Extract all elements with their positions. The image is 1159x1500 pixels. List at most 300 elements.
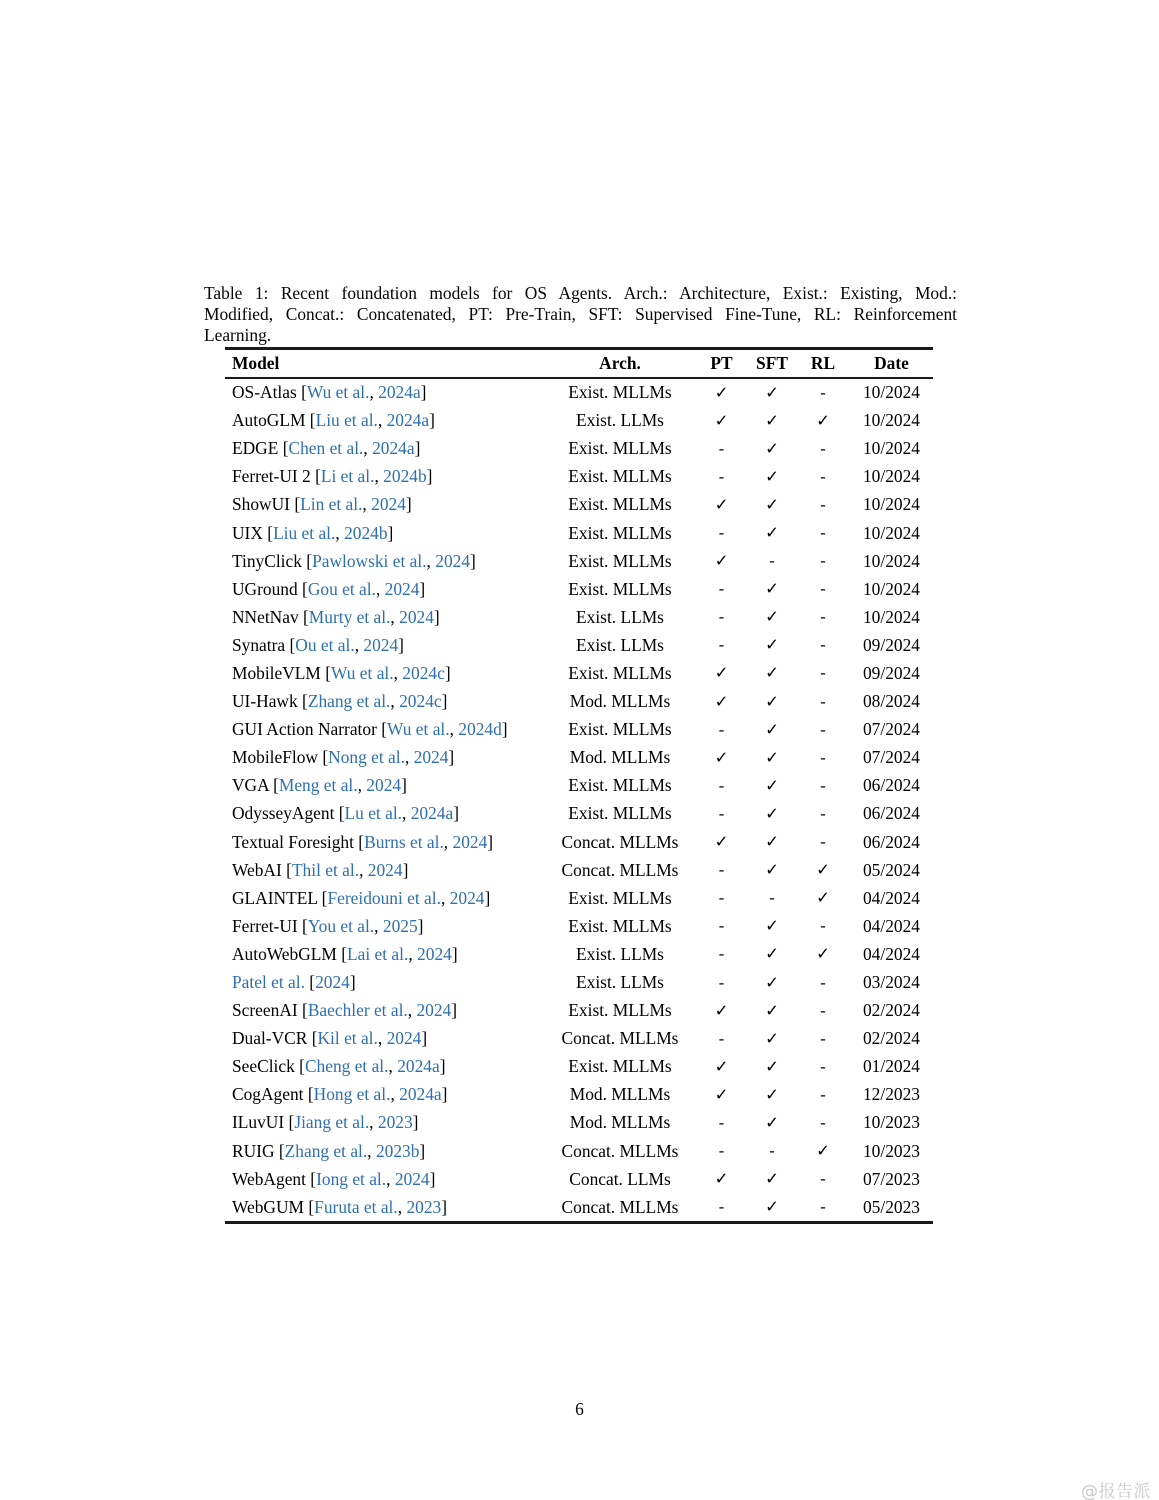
rl-cell: -	[820, 579, 826, 599]
table-row	[225, 1081, 933, 1109]
citation-year-link[interactable]: 2023b	[375, 1140, 420, 1161]
pt-cell: -	[718, 775, 725, 795]
citation-year-link[interactable]: 2024	[386, 1028, 422, 1049]
table-row	[225, 1109, 933, 1137]
model-cell: RUIG [Zhang et al., 2023b]	[232, 1140, 426, 1161]
date-cell: 12/2023	[862, 1084, 920, 1105]
pt-cell: -	[718, 719, 725, 739]
date-cell: 10/2023	[862, 1140, 920, 1161]
table-row	[225, 1165, 933, 1193]
model-name: UIX	[232, 522, 268, 543]
table-row	[225, 547, 933, 575]
sft-cell: ✓	[765, 1169, 779, 1189]
citation-author-link[interactable]: Chen et al.	[288, 438, 364, 459]
date-cell: 03/2024	[862, 972, 920, 993]
arch-cell: Exist. MLLMs	[568, 803, 672, 824]
sft-cell: ✓	[765, 1000, 779, 1020]
date-cell: 05/2024	[862, 859, 920, 880]
date-cell: 02/2024	[862, 1000, 920, 1021]
arch-cell: Exist. MLLMs	[568, 522, 672, 543]
date-cell: 07/2024	[862, 747, 920, 768]
pt-cell: -	[718, 466, 725, 486]
model-name: ShowUI	[232, 494, 295, 515]
citation-author-link[interactable]: Jiang et al.	[294, 1112, 370, 1133]
citation-year-link[interactable]: 2024	[452, 831, 488, 852]
date-cell: 09/2024	[862, 662, 920, 683]
model-cell: AutoWebGLM [Lai et al., 2024]	[232, 943, 458, 964]
rl-cell: ✓	[816, 944, 830, 964]
header-date: Date	[874, 352, 909, 373]
arch-cell: Exist. LLMs	[576, 634, 664, 655]
date-cell: 10/2024	[862, 522, 920, 543]
citation-year-link[interactable]: 2023	[377, 1112, 413, 1133]
date-cell: 09/2024	[862, 634, 920, 655]
citation-author-link[interactable]: Liu et al.	[315, 410, 378, 431]
pt-cell: -	[718, 635, 725, 655]
rl-cell: ✓	[816, 410, 830, 430]
pt-cell: -	[718, 579, 725, 599]
citation-year-link[interactable]: 2024a	[397, 1056, 440, 1077]
pt-cell: -	[718, 972, 725, 992]
pt-cell: ✓	[714, 663, 729, 683]
arch-cell: Exist. LLMs	[576, 943, 664, 964]
model-name: Ferret-UI 2	[232, 466, 316, 487]
citation-year-link[interactable]: 2024c	[399, 691, 442, 712]
table-row	[225, 828, 933, 856]
rl-cell: -	[820, 719, 826, 739]
rl-cell: -	[820, 438, 826, 458]
sft-cell: ✓	[765, 775, 779, 795]
model-cell: ShowUI [Lin et al., 2024]	[232, 494, 412, 515]
model-cell: MobileFlow [Nong et al., 2024]	[232, 747, 455, 768]
citation-year-link[interactable]: 2024a	[399, 1084, 442, 1105]
header-pt: PT	[710, 352, 733, 373]
arch-cell: Concat. MLLMs	[561, 1196, 679, 1217]
sft-cell: ✓	[765, 466, 779, 486]
citation-author-link[interactable]: You et al.	[307, 915, 375, 936]
sft-cell: ✓	[765, 691, 779, 711]
arch-cell: Exist. MLLMs	[568, 662, 672, 683]
header-rl: RL	[810, 352, 836, 373]
sft-cell: ✓	[765, 1112, 779, 1132]
pt-cell: -	[718, 1141, 725, 1161]
arch-cell: Exist. MLLMs	[568, 887, 672, 908]
caption-line: Learning.	[204, 325, 272, 345]
sft-cell: ✓	[765, 494, 779, 514]
model-name: GLAINTEL	[232, 887, 322, 908]
citation-year-link[interactable]: 2025	[382, 915, 418, 936]
model-name: SeeClick	[232, 1056, 300, 1077]
rl-cell: -	[820, 635, 826, 655]
rl-cell: -	[820, 775, 826, 795]
watermark: @报告派	[1081, 1482, 1151, 1500]
model-name: OS-Atlas	[232, 382, 302, 403]
citation-author-link[interactable]: Nong et al.	[328, 747, 405, 768]
model-cell: WebGUM [Furuta et al., 2023]	[232, 1196, 448, 1217]
model-cell: WebAgent [Iong et al., 2024]	[232, 1168, 436, 1189]
model-cell: Ferret-UI 2 [Li et al., 2024b]	[232, 466, 433, 487]
table-row	[225, 884, 933, 912]
pt-cell: -	[718, 523, 725, 543]
citation-author-link[interactable]: Liu et al.	[273, 522, 336, 543]
sft-cell: ✓	[765, 972, 779, 992]
rl-cell: -	[820, 1056, 826, 1076]
date-cell: 10/2024	[862, 382, 920, 403]
rl-cell: -	[820, 1169, 826, 1189]
model-cell: AutoGLM [Liu et al., 2024a]	[232, 410, 435, 431]
citation-author-link[interactable]: Hong et al.	[313, 1084, 391, 1105]
model-name: WebAI	[232, 859, 287, 880]
pt-cell: ✓	[714, 832, 729, 852]
table-row	[225, 1193, 933, 1221]
citation-author-link[interactable]: Zhang et al.	[284, 1140, 368, 1161]
model-name: MobileFlow	[232, 747, 323, 768]
table-row	[225, 688, 933, 716]
citation-author-link[interactable]: Gou et al.	[307, 578, 376, 599]
citation-year-link[interactable]: 2024b	[383, 466, 427, 487]
pt-cell: -	[718, 438, 725, 458]
sft-cell: ✓	[765, 579, 779, 599]
arch-cell: Exist. MLLMs	[568, 719, 672, 740]
table-row	[225, 463, 933, 491]
sft-cell: ✓	[765, 607, 779, 627]
model-cell: ScreenAI [Baechler et al., 2024]	[232, 1000, 458, 1021]
arch-cell: Concat. MLLMs	[561, 859, 679, 880]
date-cell: 08/2024	[862, 691, 920, 712]
citation-year-link[interactable]: 2024	[416, 1000, 452, 1021]
sft-cell: ✓	[765, 944, 779, 964]
date-cell: 10/2023	[862, 1112, 920, 1133]
rl-cell: -	[820, 551, 826, 571]
rl-cell: -	[820, 1197, 826, 1217]
citation-year-link[interactable]: 2024	[366, 775, 402, 796]
citation-year-link[interactable]: 2024	[413, 747, 449, 768]
model-name: CogAgent	[232, 1084, 308, 1105]
citation-author-link[interactable]: Burns et al.	[364, 831, 444, 852]
pt-cell: -	[718, 888, 725, 908]
model-cell: UIX [Liu et al., 2024b]	[232, 522, 394, 543]
pt-cell: ✓	[714, 1169, 729, 1189]
model-name: UI-Hawk	[232, 691, 303, 712]
date-cell: 10/2024	[862, 606, 920, 627]
table-row	[225, 603, 933, 631]
pt-cell: -	[718, 916, 725, 936]
sft-cell: -	[769, 551, 775, 571]
pt-cell: ✓	[714, 410, 729, 430]
sft-cell: -	[769, 888, 775, 908]
pt-cell: ✓	[714, 494, 729, 514]
rl-cell: -	[820, 466, 826, 486]
model-name: NNetNav	[232, 606, 303, 627]
rl-cell: -	[820, 1084, 826, 1104]
model-name: UGround	[232, 578, 303, 599]
date-cell: 01/2024	[862, 1056, 920, 1077]
arch-cell: Exist. LLMs	[576, 606, 664, 627]
citation-year-link[interactable]: 2023	[406, 1196, 442, 1217]
date-cell: 10/2024	[862, 438, 920, 459]
citation-author-link[interactable]: Lai et al.	[347, 943, 409, 964]
citation-author-link[interactable]: Kil et al.	[317, 1028, 378, 1049]
arch-cell: Exist. MLLMs	[568, 578, 672, 599]
date-cell: 06/2024	[862, 803, 920, 824]
table-row	[225, 968, 933, 996]
arch-cell: Exist. LLMs	[576, 972, 664, 993]
model-name: EDGE	[232, 438, 283, 459]
citation-author-link[interactable]: Zhang et al.	[307, 691, 391, 712]
citation-year-link[interactable]: 2024a	[378, 382, 421, 403]
arch-cell: Exist. MLLMs	[568, 382, 672, 403]
rl-cell: -	[820, 747, 826, 767]
models-table	[225, 347, 933, 1224]
sft-cell: ✓	[765, 747, 779, 767]
arch-cell: Mod. MLLMs	[569, 1084, 671, 1105]
citation-author-link[interactable]: Patel et al.	[232, 972, 305, 993]
model-cell: OdysseyAgent [Lu et al., 2024a]	[232, 803, 460, 824]
table-row	[225, 575, 933, 603]
sft-cell: ✓	[765, 382, 779, 402]
pt-cell: ✓	[714, 747, 729, 767]
model-cell: SeeClick [Cheng et al., 2024a]	[232, 1056, 446, 1077]
rl-cell: ✓	[816, 888, 830, 908]
table-row	[225, 800, 933, 828]
date-cell: 07/2023	[862, 1168, 920, 1189]
citation-year-link[interactable]: 2024a	[372, 438, 415, 459]
model-cell: UGround [Gou et al., 2024]	[232, 578, 426, 599]
table-row	[225, 1025, 933, 1053]
sft-cell: ✓	[765, 1056, 779, 1076]
table-row	[225, 772, 933, 800]
pt-cell: ✓	[714, 1056, 729, 1076]
date-cell: 10/2024	[862, 550, 920, 571]
pt-cell: -	[718, 607, 725, 627]
pt-cell: -	[718, 1028, 725, 1048]
pt-cell: ✓	[714, 382, 729, 402]
date-cell: 10/2024	[862, 494, 920, 515]
pt-cell: ✓	[714, 1000, 729, 1020]
date-cell: 04/2024	[862, 915, 920, 936]
arch-cell: Concat. MLLMs	[561, 1140, 679, 1161]
citation-author-link[interactable]: Cheng et al.	[304, 1056, 389, 1077]
arch-cell: Mod. MLLMs	[569, 747, 671, 768]
citation-author-link[interactable]: Furuta et al.	[314, 1196, 398, 1217]
citation-author-link[interactable]: Murty et al.	[308, 606, 391, 627]
sft-cell: ✓	[765, 663, 779, 683]
table-row	[225, 407, 933, 435]
table-row	[225, 744, 933, 772]
rl-cell: -	[820, 803, 826, 823]
sft-cell: ✓	[765, 719, 779, 739]
pt-cell: -	[718, 1112, 725, 1132]
date-cell: 10/2024	[862, 466, 920, 487]
arch-cell: Concat. LLMs	[569, 1168, 671, 1189]
pt-cell: ✓	[714, 691, 729, 711]
arch-cell: Exist. MLLMs	[568, 1000, 672, 1021]
citation-author-link[interactable]: Wu et al.	[306, 382, 370, 403]
citation-year-link[interactable]: 2024	[384, 578, 420, 599]
rl-cell: -	[820, 1112, 826, 1132]
arch-cell: Exist. MLLMs	[568, 1056, 672, 1077]
table-row	[225, 1053, 933, 1081]
rl-cell: ✓	[816, 1141, 830, 1161]
table-row	[225, 912, 933, 940]
table-header-row	[225, 350, 933, 378]
citation-author-link[interactable]: Ou et al.	[295, 634, 355, 655]
date-cell: 02/2024	[862, 1028, 920, 1049]
date-cell: 04/2024	[862, 887, 920, 908]
model-cell: WebAI [Thil et al., 2024]	[232, 859, 409, 880]
sft-cell: ✓	[765, 1084, 779, 1104]
pt-cell: -	[718, 803, 725, 823]
table-caption	[204, 283, 957, 346]
table-row	[225, 519, 933, 547]
citation-author-link[interactable]: Baechler et al.	[307, 1000, 408, 1021]
citation-year-link[interactable]: 2024	[371, 494, 406, 515]
sft-cell: ✓	[765, 635, 779, 655]
model-cell: Synatra [Ou et al., 2024]	[232, 634, 404, 655]
caption-line: Modified, Concat.: Concatenated, PT: Pre-Train, SFT: Supervised Fine-Tune, RL: Reinforcement	[204, 304, 957, 324]
model-name: Textual Foresight	[232, 831, 359, 852]
date-cell: 06/2024	[862, 831, 920, 852]
header-arch: Arch.	[599, 352, 641, 373]
page-number: 6	[575, 1399, 584, 1419]
rl-cell: -	[820, 382, 826, 402]
model-cell: Dual-VCR [Kil et al., 2024]	[232, 1028, 428, 1049]
citation-year-link[interactable]: 2024	[449, 887, 485, 908]
citation-year-link[interactable]: 2024	[367, 859, 403, 880]
caption-line: Table 1: Recent foundation models for OS Agents. Arch.: Architecture, Exist.: Existing, Mod.:	[204, 283, 957, 303]
sft-cell: ✓	[765, 1028, 779, 1048]
citation-year-link[interactable]: 2024a	[410, 803, 454, 824]
arch-cell: Exist. MLLMs	[568, 550, 672, 571]
table-row	[225, 435, 933, 463]
arch-cell: Mod. MLLMs	[569, 1112, 671, 1133]
table-row	[225, 856, 933, 884]
rl-cell: -	[820, 494, 826, 514]
rl-cell: -	[820, 972, 826, 992]
sft-cell: ✓	[765, 410, 779, 430]
rl-cell: -	[820, 1000, 826, 1020]
model-cell: EDGE [Chen et al., 2024a]	[232, 438, 421, 459]
arch-cell: Exist. LLMs	[576, 410, 664, 431]
table-row	[225, 940, 933, 968]
table-body	[225, 379, 933, 1222]
model-cell: Textual Foresight [Burns et al., 2024]	[232, 831, 494, 852]
arch-cell: Concat. MLLMs	[561, 831, 679, 852]
rl-cell: -	[820, 663, 826, 683]
model-name: Ferret-UI	[232, 915, 303, 936]
model-name: OdysseyAgent	[232, 803, 339, 824]
date-cell: 10/2024	[862, 578, 920, 599]
model-cell: OS-Atlas [Wu et al., 2024a]	[232, 382, 427, 403]
citation-year-link[interactable]: 2024	[399, 606, 434, 627]
rl-cell: -	[820, 916, 826, 936]
rl-cell: -	[820, 607, 826, 627]
citation-author-link[interactable]: Meng et al.	[278, 775, 358, 796]
citation-year-link[interactable]: 2024	[363, 634, 399, 655]
arch-cell: Exist. MLLMs	[568, 494, 672, 515]
citation-author-link[interactable]: Wu et al.	[331, 662, 394, 683]
table-row	[225, 997, 933, 1025]
pt-cell: -	[718, 860, 725, 880]
model-cell: Patel et al. [2024]	[232, 972, 356, 993]
model-cell: MobileVLM [Wu et al., 2024c]	[232, 662, 451, 683]
pt-cell: -	[718, 944, 725, 964]
citation-year-link[interactable]: 2024b	[344, 522, 388, 543]
citation-year-link[interactable]: 2024	[315, 972, 350, 993]
model-cell: UI-Hawk [Zhang et al., 2024c]	[232, 691, 448, 712]
arch-cell: Exist. MLLMs	[568, 466, 672, 487]
arch-cell: Exist. MLLMs	[568, 915, 672, 936]
citation-author-link[interactable]: Thil et al.	[291, 859, 360, 880]
date-cell: 05/2023	[862, 1196, 920, 1217]
rl-cell: -	[820, 691, 826, 711]
table-row	[225, 379, 933, 407]
model-name: AutoWebGLM	[232, 943, 342, 964]
pt-cell: ✓	[714, 551, 729, 571]
model-name: TinyClick	[232, 550, 307, 571]
arch-cell: Concat. MLLMs	[561, 1028, 679, 1049]
header-model: Model	[232, 352, 280, 373]
date-cell: 10/2024	[862, 410, 920, 431]
model-cell: Ferret-UI [You et al., 2025]	[232, 915, 424, 936]
citation-year-link[interactable]: 2024	[435, 550, 471, 571]
model-name: WebAgent	[232, 1168, 311, 1189]
date-cell: 06/2024	[862, 775, 920, 796]
table-row	[225, 631, 933, 659]
citation-author-link[interactable]: Wu et al.	[387, 719, 450, 740]
model-name: Dual-VCR	[232, 1028, 312, 1049]
sft-cell: ✓	[765, 860, 779, 880]
model-cell: GUI Action Narrator [Wu et al., 2024d]	[232, 719, 508, 740]
citation-year-link[interactable]: 2024c	[402, 662, 445, 683]
citation-author-link[interactable]: Lin et al.	[300, 494, 363, 515]
arch-cell: Exist. MLLMs	[568, 775, 672, 796]
citation-author-link[interactable]: Lu et al.	[344, 803, 403, 824]
sft-cell: -	[769, 1141, 775, 1161]
model-name: GUI Action Narrator	[232, 719, 382, 740]
model-name: WebGUM	[232, 1196, 309, 1217]
model-name: VGA	[232, 775, 274, 796]
citation-year-link[interactable]: 2024a	[386, 410, 430, 431]
table-row	[225, 1137, 933, 1165]
citation-author-link[interactable]: Li et al.	[320, 466, 375, 487]
arch-cell: Exist. MLLMs	[568, 438, 672, 459]
table-row	[225, 491, 933, 519]
model-cell: CogAgent [Hong et al., 2024a]	[232, 1084, 448, 1105]
pt-cell: ✓	[714, 1084, 729, 1104]
model-cell: ILuvUI [Jiang et al., 2023]	[232, 1112, 419, 1133]
model-cell: TinyClick [Pawlowski et al., 2024]	[232, 550, 476, 571]
model-name: ILuvUI	[232, 1112, 289, 1133]
sft-cell: ✓	[765, 832, 779, 852]
header-sft: SFT	[756, 352, 788, 373]
sft-cell: ✓	[765, 1197, 779, 1217]
table-row	[225, 659, 933, 687]
citation-author-link[interactable]: Fereidouni et al.	[327, 887, 441, 908]
citation-year-link[interactable]: 2024	[394, 1168, 430, 1189]
citation-year-link[interactable]: 2024	[417, 943, 452, 964]
sft-cell: ✓	[765, 916, 779, 936]
sft-cell: ✓	[765, 523, 779, 543]
arch-cell: Mod. MLLMs	[569, 691, 671, 712]
citation-author-link[interactable]: Pawlowski et al.	[312, 550, 427, 571]
citation-author-link[interactable]: Iong et al.	[316, 1168, 387, 1189]
rl-cell: ✓	[816, 860, 830, 880]
model-name: ScreenAI	[232, 1000, 303, 1021]
pt-cell: -	[718, 1197, 725, 1217]
citation-year-link[interactable]: 2024d	[458, 719, 502, 740]
model-name: AutoGLM	[232, 410, 310, 431]
